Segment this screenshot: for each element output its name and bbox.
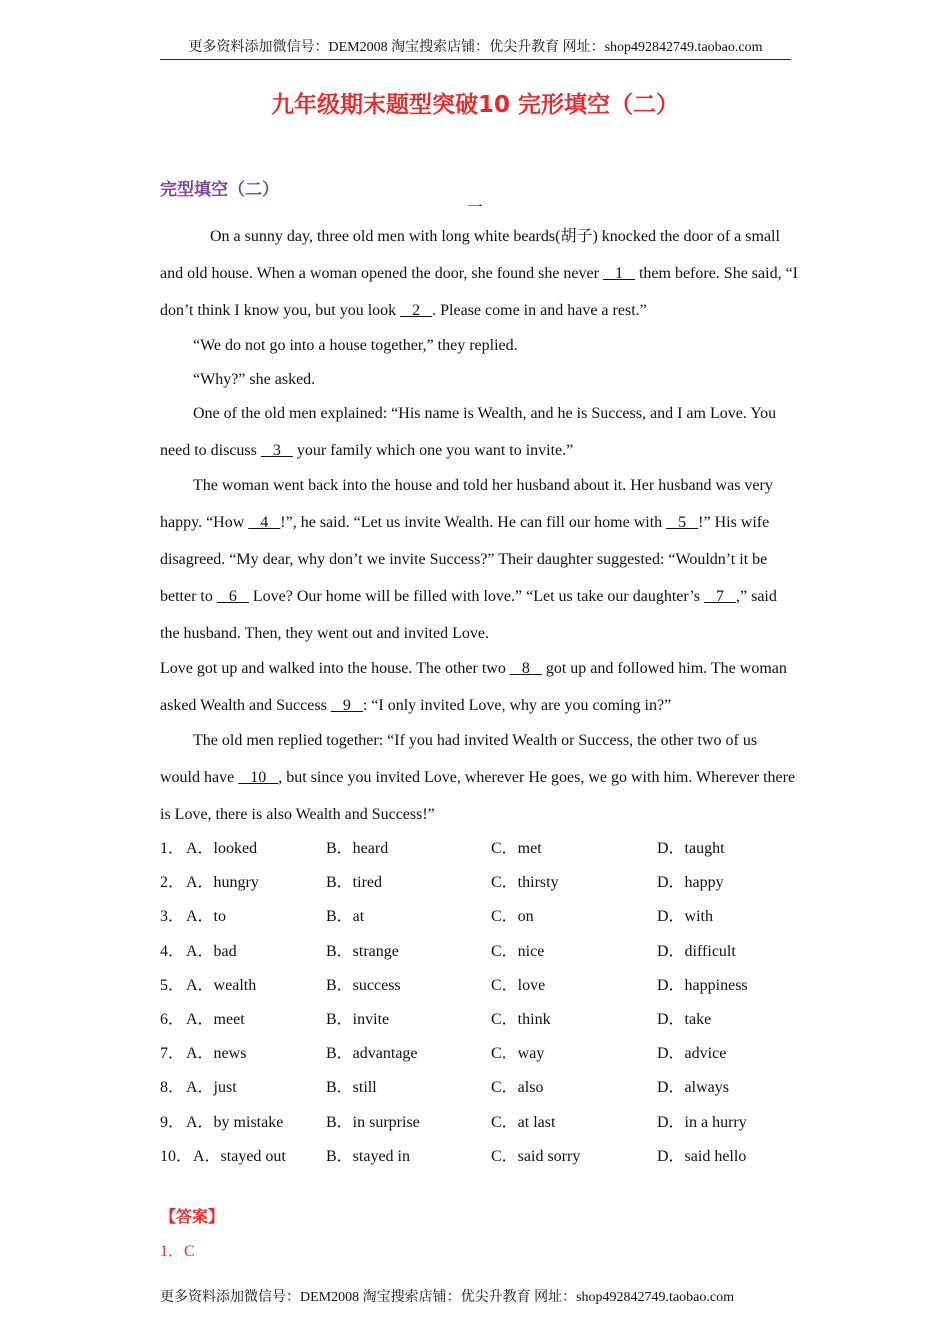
passage-paragraph-1: On a sunny day, three old men with long white beards(胡子) knocked the door of a small and old house. When a woman opened the door, she found she never 1 them before. She said, “I don’t think I know you, but you look 2 . Please come in and have a rest.” [160,228,799,319]
option-c: C．way [491,1045,545,1063]
option-a: A．to [186,908,227,926]
question-number: 2． [160,874,185,892]
option-d: D．said hello [657,1147,747,1165]
option-b: B．strange [326,942,399,960]
option-c: C．said sorry [491,1147,581,1165]
option-c: C．nice [491,942,545,960]
question-row [160,900,800,934]
option-d: D．always [657,1079,729,1097]
option-a: A．news [186,1045,247,1063]
passage [160,218,800,833]
option-a: A．just [186,1079,237,1097]
option-d: D．advice [657,1045,727,1063]
section-title: 完型填空（二） [160,180,279,200]
passage-paragraph-6: Love got up and walked into the house. The other two 8 got up and followed him. The woman asked Wealth and Success 9 : “I only invited Love, why are you coming in?” [160,660,787,714]
question-number: 5． [160,976,185,994]
option-b: B．in surprise [326,1113,420,1131]
passage-paragraph-4: One of the old men explained: “His name is Wealth, and he is Success, and I am Love. You need to discuss 3 your family which one you want to invite.” [160,405,777,459]
part-number: 一 [467,200,483,216]
question-number: 3． [160,908,185,926]
option-a: A．wealth [186,976,257,994]
option-a: A．stayed out [193,1147,286,1165]
question-row [160,1071,800,1105]
passage-paragraph-3: “Why?” she asked. [193,371,316,388]
blank-1: 1 [602,265,635,282]
blank-9: 9 [330,697,363,714]
blank-4: 4 [248,514,281,531]
blank-8: 8 [509,660,542,677]
question-row [160,866,800,900]
question-row [160,1140,800,1174]
option-b: B．success [326,976,401,994]
option-c: C．think [491,1010,551,1028]
question-row [160,1003,800,1037]
option-c: C．at last [491,1113,556,1131]
page-title: 九年级期末题型突破10 完形填空（二） [270,92,679,118]
option-c: C．met [491,840,542,857]
question-number: 8． [160,1079,185,1097]
option-a: A．by mistake [186,1113,284,1131]
option-b: B．at [326,908,365,926]
passage-paragraph-5: The woman went back into the house and told her husband about it. Her husband was very happy. “How 4 !”, he said. “Let us invite Wealth. He can fill our home with 5 !” His wife disagreed. “My dear, why don’t we invite Success?” Their daughter suggested: “Wouldn’t it be better to 6 Love? Our home will be filled with love.” “Let us take our daughter’s 7 ,” said the husband. Then, they went out and invited Love. [160,477,777,642]
option-d: D．happy [657,874,724,892]
question-number: 7． [160,1045,185,1063]
passage-paragraph-2: “We do not go into a house together,” they replied. [193,337,518,354]
option-b: B．still [326,1079,377,1097]
option-c: C．love [491,976,546,994]
question-row [160,935,800,969]
option-c: C．also [491,1079,544,1097]
option-c: C．on [491,908,534,926]
blank-7: 7 [704,588,736,605]
question-number: 9． [160,1113,185,1131]
option-a: A．meet [186,1010,245,1028]
page-header: 更多资料添加微信号：DEM2008 淘宝搜索店铺：优尖升教育 网址：shop492842749.taobao.com [160,36,791,60]
option-d: D．taught [657,840,725,857]
question-number: 4． [160,942,185,960]
option-a: A．hungry [186,874,259,892]
question-number: 1． [160,840,185,857]
option-d: D．in a hurry [657,1113,747,1131]
question-row [160,1037,800,1071]
option-a: A．bad [186,942,237,960]
blank-3: 3 [260,442,293,459]
blank-10: 10 [238,769,279,786]
option-d: D．happiness [657,976,748,994]
option-b: B．tired [326,874,382,892]
option-a: A．looked [186,840,258,857]
option-b: B．heard [326,840,389,857]
answer-label: 【答案】 [160,1207,225,1226]
question-row [160,832,800,866]
page-footer: 更多资料添加微信号：DEM2008 淘宝搜索店铺：优尖升教育 网址：shop492842749.taobao.com [160,1290,734,1305]
option-d: D．with [657,908,714,926]
option-b: B．advantage [326,1045,418,1063]
answer-1: 1．C [160,1243,195,1260]
blank-6: 6 [216,588,249,605]
question-options [160,832,800,1174]
option-d: D．difficult [657,942,736,960]
option-b: B．stayed in [326,1147,410,1165]
question-number: 10． [160,1147,193,1165]
option-c: C．thirsty [491,874,559,892]
blank-5: 5 [666,514,699,531]
question-row [160,969,800,1003]
option-b: B．invite [326,1010,390,1028]
blank-2: 2 [400,302,433,319]
option-d: D．take [657,1010,712,1028]
passage-paragraph-7: The old men replied together: “If you had invited Wealth or Success, the other two of us would have 10 , but since you invited Love, wherever He goes, we go with him. Wherever there is Love, there is also Wealth and Success!” [160,732,796,823]
question-row [160,1106,800,1140]
question-number: 6． [160,1010,185,1028]
